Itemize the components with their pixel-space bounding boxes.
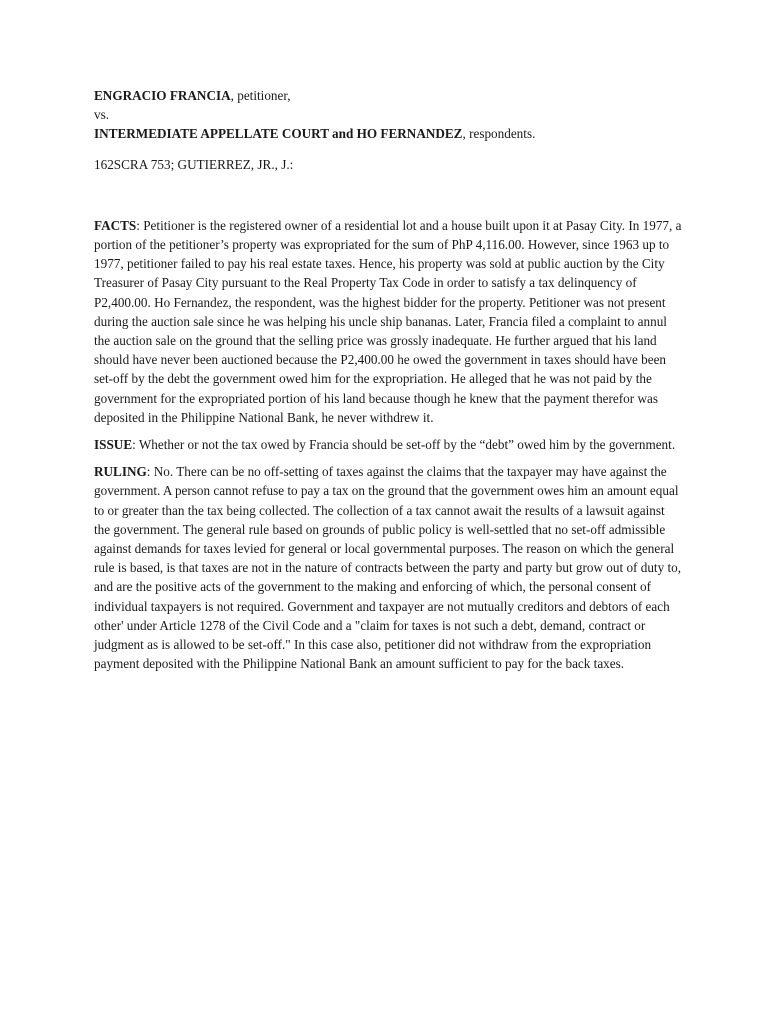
ruling-label: RULING — [94, 464, 147, 480]
ruling-paragraph — [94, 462, 684, 673]
petitioner-line — [94, 86, 684, 105]
petitioner-role: , petitioner, — [230, 88, 291, 103]
issue-text: : Whether or not the tax owed by Francia should be set-off by the “debt” owed him by the government. — [132, 437, 676, 453]
case-citation: 162SCRA 753; GUTIERREZ, JR., J.: — [94, 156, 294, 172]
petitioner-name: ENGRACIO FRANCIA — [94, 88, 231, 103]
issue-label: ISSUE — [94, 437, 133, 453]
facts-paragraph — [94, 216, 684, 427]
facts-text: : Petitioner is the registered owner of a residential lot and a house built upon it at Pasay City. In 1977, a portion of the petitioner’s property was expropriated for the sum of PhP 4,116.00. However, since 1963 up to 1977, petitioner failed to pay his real estate taxes. Hence, his property was sold at public auction by the City Treasurer of Pasay City pursuant to the Real Property Tax Code in order to satisfy a tax delinquency of P2,400.00. Ho Fernandez, the respondent, was the highest bidder for the property. Petitioner was not present during the auction sale since he was helping his uncle ship bananas. Later, Francia filed a complaint to annul the auction sale on the ground that the selling price was grossly inadequate. He further argued that his land should have never been auctioned because the P2,400.00 he owed the government in taxes should have been set-off by the debt the government owed him for the expropriation. He alleged that he was not paid by the government for the expropriated portion of his land because though he knew that the payment therefor was deposited in the Philippine National Bank, he never withdrew it. — [94, 217, 682, 425]
document-page — [94, 86, 684, 673]
respondents-role: , respondents. — [462, 126, 536, 142]
versus-line: vs. — [94, 107, 110, 123]
issue-paragraph — [94, 435, 684, 454]
ruling-text: : No. There can be no off-setting of taxes against the claims that the taxpayer may have against the government. A person cannot refuse to pay a tax on the ground that the government owes him an amount equal to or greater than the tax being collected. The collection of a tax cannot await the results of a lawsuit against the government. The general rule based on grounds of public policy is well-settled that no set-off admissible against demands for taxes levied for general or local governmental purposes. The reason on which the general rule is based, is that taxes are not in the nature of contracts between the party and party but grow out of duty to, and are the positive acts of the government to the making and enforcing of which, the personal consent of individual taxpayers is not required. Government and taxpayer are not mutually creditors and debtors of each other' under Article 1278 of the Civil Code and a "claim for taxes is not such a debt, demand, contract or judgment as is allowed to be set-off." In this case also, petitioner did not withdraw from the expropriation payment deposited with the Philippine National Bank an amount sufficient to pay for the back taxes. — [94, 464, 682, 672]
case-caption — [94, 86, 684, 144]
respondents-line — [94, 124, 684, 143]
facts-label: FACTS — [94, 217, 137, 233]
respondents-name: INTERMEDIATE APPELLATE COURT and HO FERNANDEZ — [94, 126, 463, 142]
